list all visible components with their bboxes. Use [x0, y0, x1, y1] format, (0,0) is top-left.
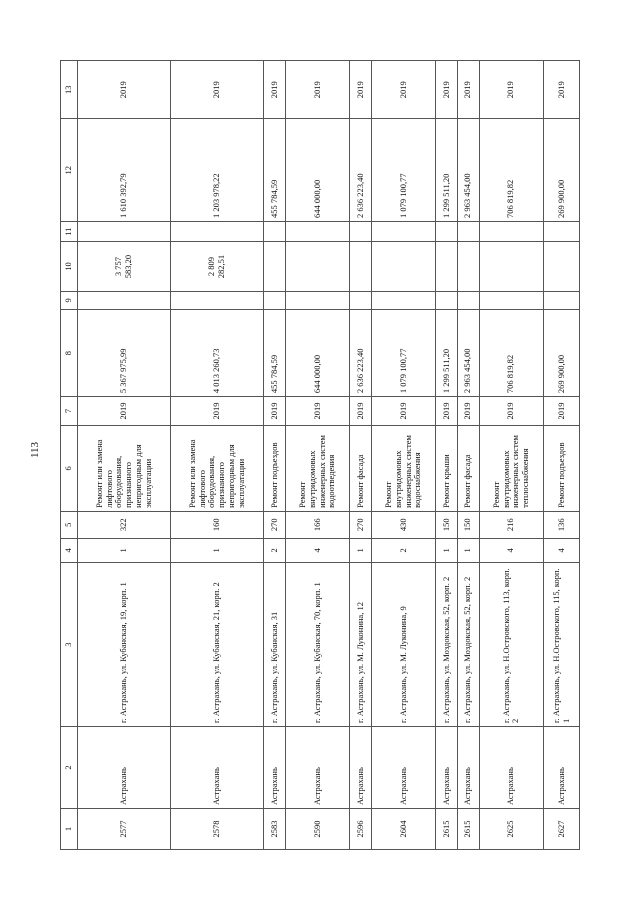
fund-col10-cell	[479, 242, 543, 291]
total-cost-cell: 455 784,59	[264, 310, 286, 397]
address-cell: г. Астрахань, ул. Моздокская, 52, корп. 2	[457, 563, 479, 727]
area-cell: 150	[436, 511, 458, 538]
fund-col11-cell	[350, 221, 372, 241]
year-cell: 2019	[350, 397, 372, 426]
completion-year-cell: 2019	[544, 61, 580, 120]
year-cell: 2019	[544, 397, 580, 426]
row-number-cell: 2590	[285, 809, 349, 850]
work-type-cell: Ремонт подъездов	[264, 425, 286, 511]
table-row	[171, 61, 264, 850]
column-number-7: 7	[61, 397, 78, 426]
total-cost-cell: 644 000,00	[285, 310, 349, 397]
item-count-cell: 4	[544, 538, 580, 563]
area-cell: 136	[544, 511, 580, 538]
table-body	[78, 61, 580, 850]
fund-col9-cell	[171, 291, 264, 309]
table-row	[285, 61, 349, 850]
work-type-cell: Ремонт фасада	[457, 425, 479, 511]
address-cell: г. Астрахань, ул. Н.Островского, 115, корп. 1	[544, 563, 580, 727]
year-cell: 2019	[264, 397, 286, 426]
column-number-4: 4	[61, 538, 78, 563]
fund-col10-cell	[350, 242, 372, 291]
fund-col10-cell: 3 757 583,20	[78, 242, 171, 291]
fund-col9-cell	[371, 291, 435, 309]
address-cell: г. Астрахань, ул. М. Луконина, 12	[350, 563, 372, 727]
area-cell: 150	[457, 511, 479, 538]
completion-year-cell: 2019	[285, 61, 349, 120]
municipality-cell: Астрахань	[544, 727, 580, 809]
completion-year-cell: 2019	[457, 61, 479, 120]
column-number-10: 10	[61, 242, 78, 291]
municipality-cell: Астрахань	[264, 727, 286, 809]
area-cell: 270	[264, 511, 286, 538]
area-cell: 430	[371, 511, 435, 538]
column-number-3: 3	[61, 563, 78, 727]
item-count-cell: 1	[78, 538, 171, 563]
fund-col9-cell	[350, 291, 372, 309]
item-count-cell: 4	[479, 538, 543, 563]
fund-col12-cell: 2 963 454,00	[457, 119, 479, 221]
column-number-13: 13	[61, 61, 78, 120]
table-row	[78, 61, 171, 850]
item-count-cell: 1	[436, 538, 458, 563]
fund-col12-cell: 455 784,59	[264, 119, 286, 221]
column-number-12: 12	[61, 119, 78, 221]
row-number-cell: 2615	[436, 809, 458, 850]
total-cost-cell: 2 963 454,00	[457, 310, 479, 397]
fund-col12-cell: 2 636 223,40	[350, 119, 372, 221]
work-type-cell: Ремонт подъездов	[544, 425, 580, 511]
row-number-cell: 2604	[371, 809, 435, 850]
column-number-1: 1	[61, 809, 78, 850]
fund-col10-cell	[285, 242, 349, 291]
fund-col11-cell	[457, 221, 479, 241]
rotated-table-container	[60, 60, 580, 850]
completion-year-cell: 2019	[78, 61, 171, 120]
work-type-cell: Ремонт фасада	[350, 425, 372, 511]
table-row	[264, 61, 286, 850]
address-cell: г. Астрахань, ул. Моздокская, 52, корп. 2	[436, 563, 458, 727]
row-number-cell: 2625	[479, 809, 543, 850]
total-cost-cell: 1 079 100,77	[371, 310, 435, 397]
column-number-5: 5	[61, 511, 78, 538]
row-number-cell: 2615	[457, 809, 479, 850]
work-type-cell: Ремонт внутридомовых инженерных систем теплоснабжения	[479, 425, 543, 511]
fund-col11-cell	[371, 221, 435, 241]
municipality-cell: Астрахань	[436, 727, 458, 809]
row-number-cell: 2583	[264, 809, 286, 850]
fund-col12-cell: 1 203 978,22	[171, 119, 264, 221]
year-cell: 2019	[436, 397, 458, 426]
work-type-cell: Ремонт или замена лифтового оборудования, признанного непригодным для эксплуатации	[78, 425, 171, 511]
total-cost-cell: 269 900,00	[544, 310, 580, 397]
year-cell: 2019	[171, 397, 264, 426]
fund-col10-cell	[544, 242, 580, 291]
row-number-cell: 2596	[350, 809, 372, 850]
fund-col12-cell: 1 610 392,79	[78, 119, 171, 221]
table-row	[479, 61, 543, 850]
total-cost-cell: 706 819,82	[479, 310, 543, 397]
page-number: 113	[29, 441, 41, 459]
completion-year-cell: 2019	[479, 61, 543, 120]
item-count-cell: 2	[264, 538, 286, 563]
year-cell: 2019	[371, 397, 435, 426]
fund-col10-cell	[371, 242, 435, 291]
address-cell: г. Астрахань, ул. Кубанская, 70, корп. 1	[285, 563, 349, 727]
total-cost-cell: 5 367 975,99	[78, 310, 171, 397]
fund-col11-cell	[479, 221, 543, 241]
fund-col11-cell	[78, 221, 171, 241]
fund-col9-cell	[436, 291, 458, 309]
address-cell: г. Астрахань, ул. Кубанская, 21, корп. 2	[171, 563, 264, 727]
row-number-cell: 2577	[78, 809, 171, 850]
municipality-cell: Астрахань	[457, 727, 479, 809]
municipality-cell: Астрахань	[479, 727, 543, 809]
area-cell: 160	[171, 511, 264, 538]
completion-year-cell: 2019	[371, 61, 435, 120]
area-cell: 270	[350, 511, 372, 538]
year-cell: 2019	[479, 397, 543, 426]
work-type-cell: Ремонт внутридомовых инженерных систем водоотведения	[285, 425, 349, 511]
fund-col11-cell	[544, 221, 580, 241]
fund-col9-cell	[544, 291, 580, 309]
table-row	[350, 61, 372, 850]
fund-col12-cell: 1 079 100,77	[371, 119, 435, 221]
fund-col11-cell	[436, 221, 458, 241]
municipality-cell: Астрахань	[171, 727, 264, 809]
work-type-cell: Ремонт внутридомовых инженерных систем водоснабжения	[371, 425, 435, 511]
total-cost-cell: 2 636 223,40	[350, 310, 372, 397]
row-number-cell: 2627	[544, 809, 580, 850]
table-row	[544, 61, 580, 850]
fund-col12-cell: 644 000,00	[285, 119, 349, 221]
municipality-cell: Астрахань	[371, 727, 435, 809]
column-number-row	[61, 61, 78, 850]
fund-col11-cell	[171, 221, 264, 241]
work-type-cell: Ремонт или замена лифтового оборудования, признанного непригодным для эксплуатации	[171, 425, 264, 511]
year-cell: 2019	[457, 397, 479, 426]
address-cell: г. Астрахань, ул. Кубанская, 19, корп. 1	[78, 563, 171, 727]
column-number-9: 9	[61, 291, 78, 309]
address-cell: г. Астрахань, ул. Н.Островского, 113, корп. 2	[479, 563, 543, 727]
item-count-cell: 1	[171, 538, 264, 563]
completion-year-cell: 2019	[171, 61, 264, 120]
fund-col12-cell: 1 299 511,20	[436, 119, 458, 221]
address-cell: г. Астрахань, ул. Кубанская, 31	[264, 563, 286, 727]
area-cell: 166	[285, 511, 349, 538]
column-number-11: 11	[61, 221, 78, 241]
municipality-cell: Астрахань	[285, 727, 349, 809]
column-number-2: 2	[61, 727, 78, 809]
work-type-cell: Ремонт крыши	[436, 425, 458, 511]
year-cell: 2019	[78, 397, 171, 426]
item-count-cell: 1	[457, 538, 479, 563]
fund-col9-cell	[457, 291, 479, 309]
municipality-cell: Астрахань	[78, 727, 171, 809]
fund-col10-cell	[264, 242, 286, 291]
fund-col9-cell	[479, 291, 543, 309]
completion-year-cell: 2019	[264, 61, 286, 120]
completion-year-cell: 2019	[436, 61, 458, 120]
fund-col10-cell	[457, 242, 479, 291]
fund-col12-cell: 706 819,82	[479, 119, 543, 221]
address-cell: г. Астрахань, ул. М. Луконина, 9	[371, 563, 435, 727]
table-row	[457, 61, 479, 850]
fund-col9-cell	[78, 291, 171, 309]
item-count-cell: 4	[285, 538, 349, 563]
fund-col11-cell	[285, 221, 349, 241]
municipality-cell: Астрахань	[350, 727, 372, 809]
fund-col12-cell: 269 900,00	[544, 119, 580, 221]
area-cell: 216	[479, 511, 543, 538]
total-cost-cell: 4 013 260,73	[171, 310, 264, 397]
area-cell: 322	[78, 511, 171, 538]
fund-col10-cell	[436, 242, 458, 291]
column-number-6: 6	[61, 425, 78, 511]
repair-program-table	[60, 60, 580, 850]
table-row	[436, 61, 458, 850]
fund-col9-cell	[285, 291, 349, 309]
column-number-8: 8	[61, 310, 78, 397]
row-number-cell: 2578	[171, 809, 264, 850]
year-cell: 2019	[285, 397, 349, 426]
fund-col10-cell: 2 809 282,51	[171, 242, 264, 291]
item-count-cell: 1	[350, 538, 372, 563]
fund-col9-cell	[264, 291, 286, 309]
completion-year-cell: 2019	[350, 61, 372, 120]
table-row	[371, 61, 435, 850]
fund-col11-cell	[264, 221, 286, 241]
item-count-cell: 2	[371, 538, 435, 563]
total-cost-cell: 1 299 511,20	[436, 310, 458, 397]
